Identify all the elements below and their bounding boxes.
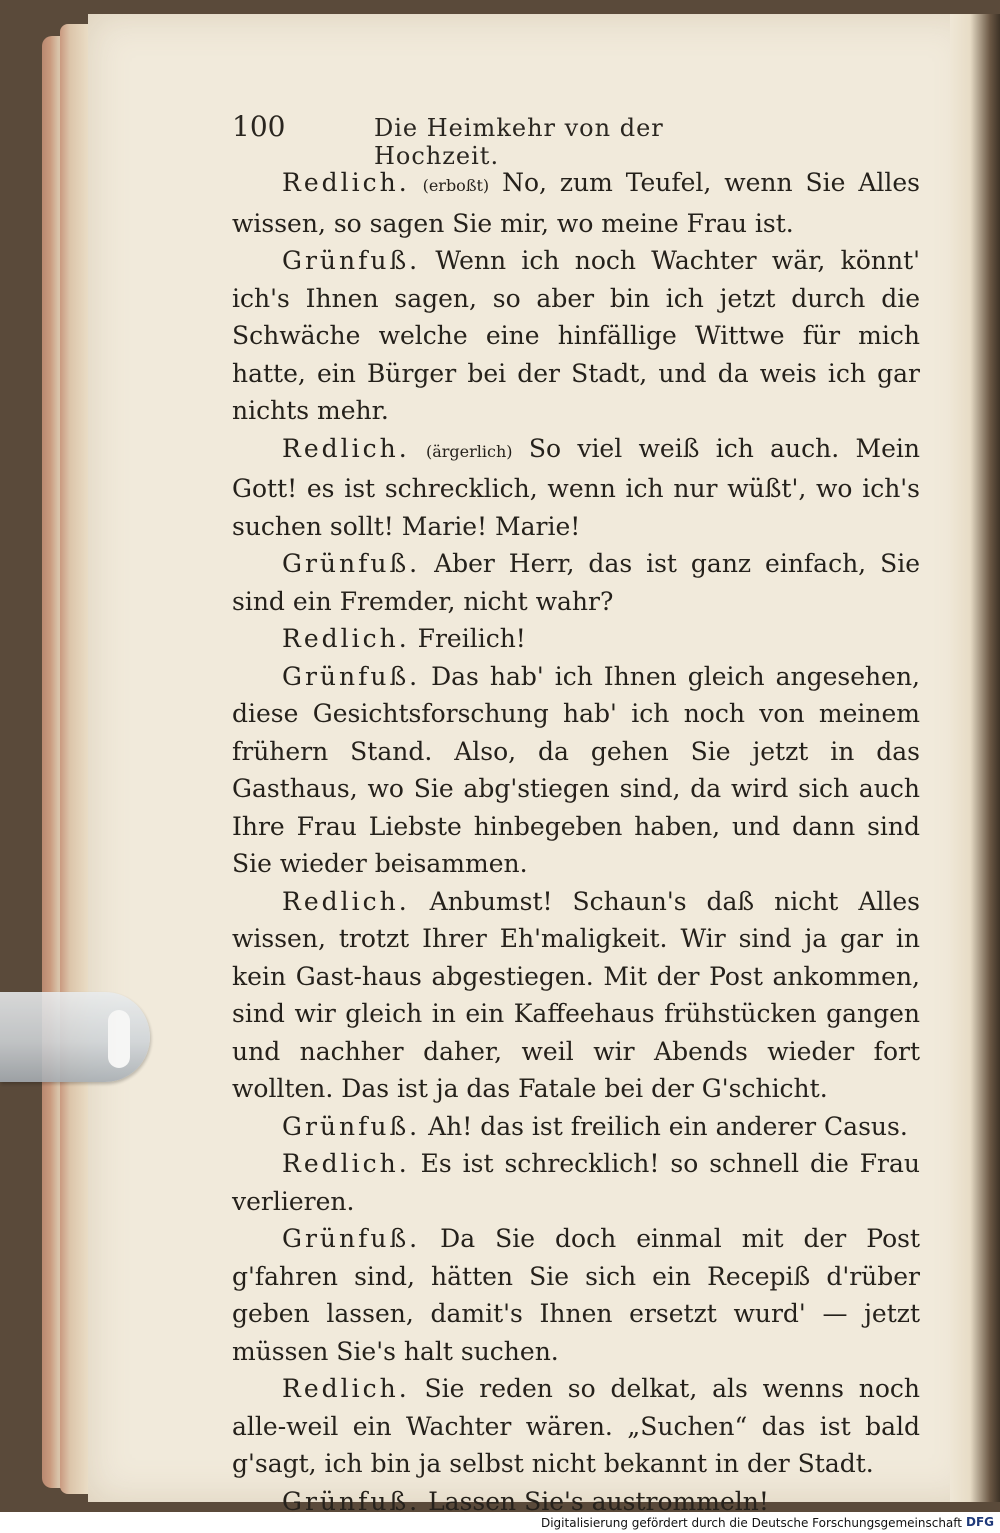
dialogue-text: Das hab' ich Ihnen gleich angesehen, diese Gesichtsforschung hab' ich noch von meinem frühern Stand. Also, da gehen Sie jetzt in das Gasthaus, wo Sie abg'stiegen sind, da wird sich auch Ihre Frau Liebste hinbegeben haben, und dann sind Sie wieder beisammen.	[232, 661, 920, 878]
speaker-name: Redlich.	[282, 433, 410, 463]
dialogue-paragraph	[232, 430, 920, 546]
speaker-name: Grünfuß.	[282, 246, 421, 275]
dialogue-text: Ah! das ist freilich ein anderer Casus.	[428, 1111, 908, 1141]
dialogue-text: Lassen Sie's austrommeln!	[428, 1486, 769, 1512]
dialogue-text: Anbumst! Schaun's daß nicht Alles wissen, trotzt Ihrer Eh'maligkeit. Wir sind ja gar in kein Gast-haus abgestiegen. Mit der Post ankommen, sind wir gleich in ein Kaffeehaus frühstücken gangen und nachher daher, weil wir Abends wieder fort wollten. Das ist ja das Fatale bei der G'schicht.	[232, 886, 920, 1103]
stage-direction: (ärgerlich)	[425, 441, 513, 461]
play-text	[232, 164, 920, 1512]
speaker-name: Grünfuß.	[282, 661, 421, 691]
running-header	[232, 110, 772, 170]
speaker-name: Redlich.	[282, 168, 410, 197]
speaker-name: Grünfuß.	[282, 549, 421, 578]
dialogue-paragraph	[232, 1145, 920, 1220]
speaker-name: Grünfuß.	[282, 1224, 421, 1253]
dialogue-paragraph	[232, 620, 920, 658]
running-title: Die Heimkehr von der Hochzeit.	[374, 114, 664, 170]
dialogue-text: Da Sie doch einmal mit der Post g'fahren sind, hätten Sie sich ein Recepiß d'rüber geben lassen, damit's Ihnen ersetzt wurd' — jetzt müssen Sie's halt suchen.	[232, 1224, 921, 1366]
page-number: 100	[232, 110, 286, 143]
dialogue-paragraph	[232, 1483, 920, 1513]
funding-credit: Digitalisierung gefördert durch die Deutsche Forschungsgemeinschaft	[540, 1516, 962, 1530]
dialogue-paragraph	[232, 164, 920, 242]
dfg-logo-icon: DFG	[965, 1515, 994, 1529]
dialogue-text: Wenn ich noch Wachter wär, könnt' ich's Ihnen sagen, so aber bin ich jetzt durch die Schwäche welche eine hinfällige Wittwe für mich hatte, ein Bürger bei der Stadt, und da weis ich gar nichts mehr.	[232, 246, 920, 425]
dialogue-text: No, zum Teufel, wenn Sie Alles wissen, so sagen Sie mir, wo meine Frau ist.	[232, 168, 920, 238]
book-gutter	[950, 14, 1000, 1502]
dialogue-paragraph	[232, 1370, 920, 1483]
dialogue-paragraph	[232, 883, 920, 1108]
dialogue-paragraph	[232, 658, 920, 883]
speaker-name: Grünfuß.	[282, 1486, 421, 1512]
speaker-name: Redlich.	[282, 624, 410, 653]
speaker-name: Redlich.	[282, 1374, 410, 1403]
speaker-name: Grünfuß.	[282, 1111, 421, 1141]
speaker-name: Redlich.	[282, 886, 410, 916]
dialogue-paragraph	[232, 545, 920, 620]
dialogue-paragraph	[232, 1220, 920, 1370]
dialogue-paragraph	[232, 1108, 920, 1146]
digitization-footer	[0, 1512, 1000, 1533]
dialogue-text: Sie reden so delkat, als wenns noch alle-weil ein Wachter wären. „Suchen“ das ist bald g'sagt, ich bin ja selbst nicht bekannt in der Stadt.	[232, 1374, 920, 1478]
speaker-name: Redlich.	[282, 1149, 410, 1178]
dialogue-text: Freilich!	[417, 624, 526, 653]
dialogue-paragraph	[232, 242, 920, 430]
dialogue-text: So viel weiß ich auch. Mein Gott! es ist schrecklich, wenn ich nur wüßt', wo ich's suchen sollt! Marie! Marie!	[232, 433, 920, 541]
dialogue-text: Es ist schrecklich! so schnell die Frau verlieren.	[232, 1149, 920, 1216]
stage-direction: (erboßt)	[422, 176, 490, 195]
bookmark-clip	[0, 992, 150, 1082]
dialogue-text: Aber Herr, das ist ganz einfach, Sie sind ein Fremder, nicht wahr?	[232, 549, 920, 616]
